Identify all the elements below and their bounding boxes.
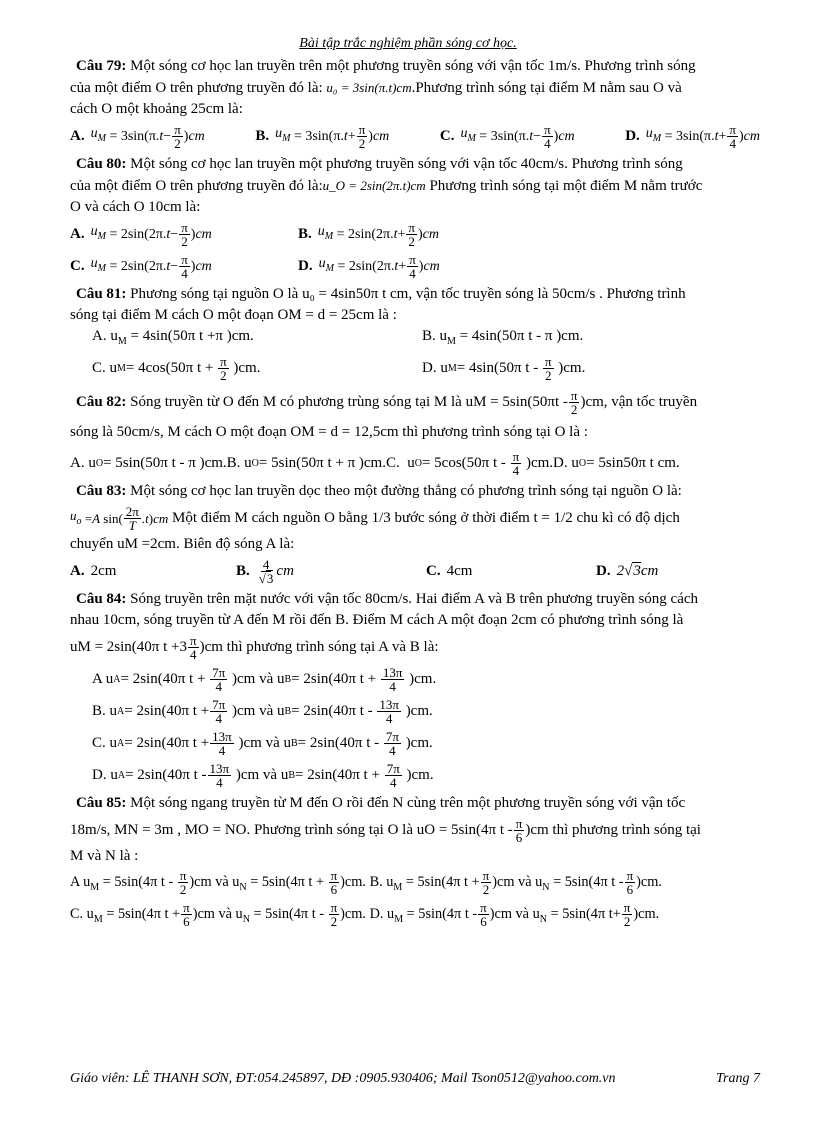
equation: u₀ = 3sin(π.t)cm [326,80,412,95]
footer-author: Giáo viên: LÊ THANH SƠN, ĐT:054.245897, DĐ :0905.930406; Mail Tson0512@yahoo.com.vn [70,1071,616,1086]
question-text: của một điểm O trên phương truyền đó là: [70,178,323,194]
question-text: Một sóng cơ học lan truyền dọc theo một đường thẳng có phương trình sóng tại nguồn O là: [130,483,682,499]
question-text: O và cách O 10cm là: [70,199,201,215]
option-a[interactable]: A u A = 2sin(40π t + $\frac{7\pi}{4}$ )cm và u B = 2sin(40π t + $\frac{13\pi}{4}$ )cm. [92,664,437,694]
question-text: Phương trình sóng tại một điểm M nằm trước [429,178,703,194]
question-79 [70,56,770,152]
question-80 [70,154,770,282]
option-c[interactable]: C. u A = 2sin(40π t + $\frac{13\pi}{4}$ )cm và u B = 2sin(40π t - $\frac{7\pi}{4}$ )cm. [92,728,433,758]
question-84: Câu 84: Sóng truyền trên mặt nước với vận tốc 80cm/s. Hai điểm A và B trên phương truyền sóng cách nhau 10cm, sóng truyền từ A đến M rồi đến B. Điểm M cách A một đoạn 2cm có phương trình sóng là uM = 2sin(40π t +3 $\frac{\pi}{4}$ )cm thì phương trình sóng tại A và B là: A u A = 2sin(40π t + $\frac{7\pi}{4}$ )cm và u B = 2sin(40π t + $\frac{13\pi}{4}$ )cm. B. u A = 2sin(40π t + $\frac{7\pi}{4}$ )cm và u B = 2sin(40π t - $\frac{13\pi}{4}$ )cm. C. u A = 2sin(40π t + $\frac{13\pi}{4}$ )cm và u B = 2sin(40π t - $\frac{7\pi}{4}$ )cm. D. u A = 2sin(40π t - $\frac{13\pi}{4}$ )cm và u B = 2sin(40π t + $\frac{7\pi}{4}$ )cm. [70,589,770,791]
page-footer [70,1071,760,1087]
options-row [70,899,770,931]
question-text: )cm thì phương trình sóng tại A và B là: [199,638,439,655]
option-a[interactable]: A. $u_M$ = 2sin(2π. t − $\frac{\pi}{2}$ ) cm [70,219,212,249]
question-text: 18m/s, MN = 3m , MO = NO. Phương trình sóng tại O là uO = 5sin(4π t - [70,821,513,838]
option-b[interactable]: B. $u_M = 5\sin(4\pi$ t + $\frac{\pi}{2}$ )cm và $u_N = 5\sin(4\pi$ t - $\frac{\pi}{6}$ )cm. [369,867,662,897]
option-d[interactable]: D. u M = 4sin(50π t - $\frac{\pi}{2}$ )cm. [422,353,586,383]
question-text: Một sóng cơ học lan truyền một phương truyền sóng với vận tốc 40cm/s. Phương trình sóng [130,156,683,172]
option-a[interactable]: A. 2cm [70,562,117,579]
question-85: Câu 85: Một sóng ngang truyền từ M đến O rồi đến N cùng trên một phương truyền sóng với vận tốc 18m/s, MN = 3m , MO = NO. Phương trình sóng tại O là uO = 5sin(4π t - $\frac{\pi}{6}$ )cm thì phương trình sóng tại M và N là : A $u_M = 5\sin(4\pi$ t - $\frac{\pi}{2}$ )cm và $u_N = 5\sin(4\pi$ t + $\frac{\pi}{6}$ )cm. B. $u_M = 5\sin(4\pi$ t + $\frac{\pi}{2}$ )cm và $u_N = 5\sin(4\pi$ t - $\frac{\pi}{6}$ )cm. C. $u_M = 5\sin(4\pi$ t + $\frac{\pi}{6}$ )cm và $u_N = 5\sin(4\pi$ t - $\frac{\pi}{2}$ )cm. D. $u_M = 5\sin(4\pi$ t - $\frac{\pi}{6}$ )cm và $u_N = 5\sin(4\pi$ t+ $\frac{\pi}{2}$ )cm. [70,793,770,931]
question-82: Câu 82: Sóng truyền từ O đến M có phương trùng sóng tại M là uM = 5sin(50πt - $\frac{\pi}{2}$ )cm, vận tốc truyền sóng là 50cm/s, M cách O một đoạn OM = d = 12,5cm thì phương trình sóng tại O là : A. u O = 5sin(50π t - π )cm.B. u O = 5sin(50π t + π )cm.C. u O = 5cos(50π t - $\frac{\pi}{4}$ )cm.D. u O = 5sin50π t cm. [70,386,770,479]
option-d[interactable]: D. $u_M$ = 2sin(2π. t + $\frac{\pi}{4}$ ) cm [298,251,440,281]
question-text: Sóng truyền trên mặt nước với vận tốc 80cm/s. Hai điểm A và B trên phương truyền sóng cách [130,591,699,607]
question-label: Câu 83: [76,483,127,499]
question-text: )cm thì phương trình sóng tại [525,821,701,838]
question-text: chuyển uM =2cm. Biên độ sóng A là: [70,536,295,552]
question-text: sóng là 50cm/s, M cách O một đoạn OM = d = 12,5cm thì phương trình sóng tại O là : [70,424,588,440]
option-a[interactable]: A. $u_M$ = 3sin(π. t − $\frac{\pi}{2}$ ) cm [70,121,205,151]
page-header: Bài tập trắc nghiệm phần sóng cơ học. [299,36,517,51]
option-d[interactable]: D. $u_M$ = 3sin(π. t + $\frac{\pi}{4}$ ) cm [625,121,760,151]
question-text: Phương sóng tại nguồn O là u₀ = 4sin50π t cm, vận tốc truyền sóng là 50cm/s . Phương trình [130,286,686,302]
question-text: nhau 10cm, sóng truyền từ A đến M rồi đến B. Điểm M cách A một đoạn 2cm có phương trình sóng là [70,612,684,628]
option-a[interactable]: A $u_M = 5\sin(4\pi$ t - $\frac{\pi}{2}$ )cm và $u_N = 5\sin(4\pi$ t + $\frac{\pi}{6}$ )cm. [70,867,366,897]
question-label: Câu 79: [76,58,127,74]
content [70,56,770,933]
option-d[interactable]: D. $u_M = 5\sin(4\pi$ t - $\frac{\pi}{6}$ )cm và $u_N = 5\sin(4\pi$ t+ $\frac{\pi}{2}$ )cm. [369,899,660,929]
option-d[interactable]: D. u A = 2sin(40π t - $\frac{13\pi}{4}$ )cm và u B = 2sin(40π t + $\frac{7\pi}{4}$ )cm. [92,760,434,790]
question-text: M và N là : [70,848,139,864]
option-c[interactable]: C. $u_M = 5\sin(4\pi$ t + $\frac{\pi}{6}$ )cm và $u_N = 5\sin(4\pi$ t - $\frac{\pi}{2}$ )cm. [70,899,366,929]
question-text: uM = 2sin(40π t +3 [70,638,187,655]
question-label: Câu 84: [76,591,127,607]
options-row [70,218,770,250]
options-row [70,120,760,152]
question-text: Sóng truyền từ O đến M có phương trùng sóng tại M là uM = 5sin(50πt - [130,393,568,410]
option-a[interactable]: A. $u_M = 4\sin(50\pi$ t +π )cm. [92,328,254,347]
option-b[interactable]: B. $\frac{4}{√3}$ cm [236,556,294,586]
question-81 [70,284,770,384]
options-row [70,555,770,587]
equation: u_O = 2sin(2π.t)cm [322,178,426,193]
question-text: Một sóng ngang truyền từ M đến O rồi đến N cùng trên một phương truyền sóng với vận tốc [130,795,686,811]
options-row [92,352,770,384]
option-c[interactable]: C. 4cm [426,562,473,579]
options-row [92,326,770,352]
options-row [70,250,770,282]
question-text: )cm, vận tốc truyền [580,393,698,410]
option-d[interactable]: D. 2√3cm [596,562,659,579]
question-label: Câu 80: [76,156,127,172]
options-row [70,867,770,899]
option-b[interactable]: B. $u_M$ = 2sin(2π. t + $\frac{\pi}{2}$ ) cm [298,219,439,249]
question-text: cách O một khoảng 25cm là: [70,101,243,117]
question-text: Một sóng cơ học lan truyền trên một phương truyền sóng với vận tốc 1m/s. Phương trình sóng [130,58,696,74]
question-label: Câu 85: [76,795,127,811]
option-b[interactable]: B. $u_M$ = 3sin(π. t + $\frac{\pi}{2}$ ) cm [255,121,390,151]
question-text: sóng tại điểm M cách O một đoạn OM = d = 25cm là : [70,307,397,323]
question-label: Câu 81: [76,286,127,302]
question-text: của một điểm O trên phương truyền đó là: [70,80,323,96]
option-b[interactable]: B. u A = 2sin(40π t + $\frac{7\pi}{4}$ )cm và u B = 2sin(40π t - $\frac{13\pi}{4}$ )cm. [92,696,433,726]
question-label: Câu 82: [76,393,127,410]
option-c[interactable]: C. $u_M$ = 3sin(π. t − $\frac{\pi}{4}$ ) cm [439,121,575,151]
option-c[interactable]: C. $u_M$ = 2sin(2π. t − $\frac{\pi}{4}$ ) cm [70,251,212,281]
option-b[interactable]: B. $u_M = 4\sin(50\pi$ t - π )cm. [422,328,584,347]
page-number: Trang 7 [716,1071,760,1086]
question-text: Một điểm M cách nguồn O bằng 1/3 bước sóng ở thời điểm t = 1/2 chu kì có độ dịch [172,509,680,526]
question-text: .Phương trình sóng tại điểm M nằm sau O và [411,80,682,96]
question-83: Câu 83: Một sóng cơ học lan truyền dọc theo một đường thẳng có phương trình sóng tại nguồn O là: $u_o$ = A sin( $\frac{2\pi}{T}$ .t ) cm Một điểm M cách nguồn O bằng 1/3 bước sóng ở thời điểm t = 1/2 chu kì có độ dịch chuyển uM =2cm. Biên độ sóng A là: A. 2cm B. $\frac{4}{√3}$ cm C. 4cm D. 2√3cm [70,481,770,587]
option-c[interactable]: C. u M = 4cos(50π t + $\frac{\pi}{2}$ )cm. [92,353,261,383]
options-line[interactable]: A. u O = 5sin(50π t - π )cm.B. u O = 5sin(50π t + π )cm.C. u O = 5cos(50π t - $\frac{\pi}{4}$ )cm.D. u O = 5sin50π t cm. [70,448,680,478]
